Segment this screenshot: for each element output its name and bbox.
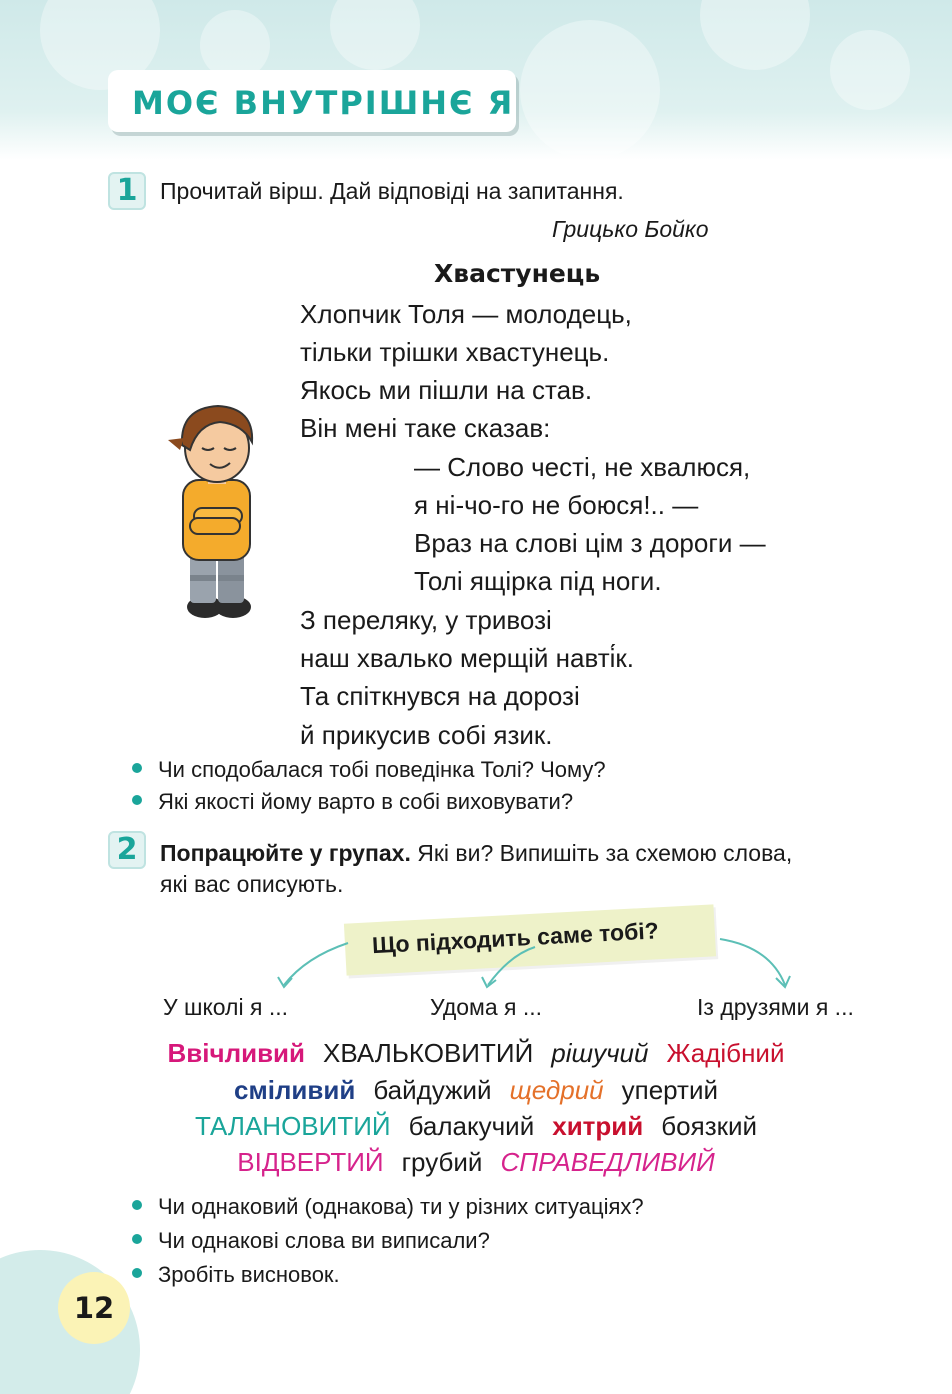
- boy-illustration: [150, 400, 265, 625]
- word: щедрий: [509, 1075, 604, 1105]
- word: ВІДВЕРТИЙ: [237, 1147, 384, 1177]
- poem-line: Хлопчик Толя — молодець,: [300, 299, 632, 329]
- word: ТАЛАНОВИТИЙ: [194, 1111, 391, 1141]
- words-row-4: [0, 1147, 952, 1178]
- poem-line: Якось ми пішли на став.: [300, 375, 593, 405]
- question-text: Чи однаковий (однакова) ти у різних ситуаціях?: [158, 1194, 644, 1219]
- prompt-bubble-text: Що підходить саме тобі?: [371, 917, 660, 959]
- bullet-icon: [132, 1200, 142, 1210]
- poem-line: — Слово честі, не хвалюся,: [414, 452, 751, 482]
- word: хитрий: [552, 1111, 644, 1141]
- task2-bold-intro: Попрацюйте у групах.: [160, 840, 411, 866]
- poem-line: я ні-чо-го не боюся!.. —: [414, 490, 699, 520]
- question-text: Які якості йому варто в собі виховувати?: [158, 789, 574, 814]
- scheme-label-school: У школі я ...: [163, 994, 288, 1020]
- question-text: Чи сподобалася тобі поведінка Толі? Чому?: [158, 757, 606, 782]
- bullet-icon: [132, 763, 142, 773]
- scheme-label-home: Удома я ...: [430, 994, 543, 1020]
- question-item: [132, 1228, 490, 1254]
- poem-line: Враз на слові цім з дороги —: [414, 528, 766, 558]
- page-number: 12: [58, 1272, 130, 1344]
- question-text: Чи однакові слова ви виписали?: [158, 1228, 490, 1253]
- question-item: [132, 1262, 340, 1288]
- task2-instruction: [160, 838, 792, 900]
- question-item: [132, 1194, 644, 1220]
- question-item: [132, 757, 606, 783]
- poem-line: тільки трішки хвастунець.: [300, 337, 610, 367]
- task1-instruction: Прочитай вірш. Дай відповіді на запитання.: [160, 178, 624, 204]
- bullet-icon: [132, 1268, 142, 1278]
- poem-line: й прикусив собі язик.: [300, 720, 553, 750]
- scheme-label-friends: Із друзями я ...: [697, 994, 854, 1020]
- poem-line: З переляку, у тривозі: [300, 605, 552, 635]
- word: сміливий: [234, 1075, 356, 1105]
- word: Ввічливий: [167, 1038, 306, 1068]
- poem-title: Хвастунець: [434, 259, 601, 288]
- question-item: [132, 789, 573, 815]
- bullet-icon: [132, 1234, 142, 1244]
- word: рішучий: [551, 1038, 649, 1068]
- word: байдужий: [373, 1075, 492, 1105]
- page-title: МОЄ ВНУТРІШНЄ Я: [132, 84, 515, 122]
- word: ХВАЛЬКОВИТИЙ: [323, 1038, 534, 1068]
- bullet-icon: [132, 795, 142, 805]
- question-text: Зробіть висновок.: [158, 1262, 340, 1287]
- task-number-1: 1: [108, 172, 146, 210]
- task2-instruction-text: Які ви? Випишіть за схемою слова,: [410, 840, 793, 866]
- words-row-2: [0, 1075, 952, 1106]
- scheme-arrows: [270, 935, 800, 995]
- word: Жадібний: [666, 1038, 785, 1068]
- poem-line: наш хвалько мерщій навті́к.: [300, 643, 635, 673]
- word: грубий: [401, 1147, 483, 1177]
- title-card: [108, 70, 516, 132]
- word: балакучий: [408, 1111, 535, 1141]
- poem-line: Толі ящірка під ноги.: [414, 566, 662, 596]
- words-row-1: [0, 1038, 952, 1069]
- task-number-2: 2: [108, 831, 146, 869]
- word: упертий: [621, 1075, 718, 1105]
- word: СПРАВЕДЛИВИЙ: [500, 1147, 715, 1177]
- words-row-3: [0, 1111, 952, 1142]
- poem-line: Він мені таке сказав:: [300, 413, 551, 443]
- poem-author: Грицько Бойко: [552, 216, 709, 242]
- poem-line: Та спіткнувся на дорозі: [300, 681, 580, 711]
- task2-instruction-line2: які вас описують.: [160, 871, 344, 897]
- word: боязкий: [661, 1111, 758, 1141]
